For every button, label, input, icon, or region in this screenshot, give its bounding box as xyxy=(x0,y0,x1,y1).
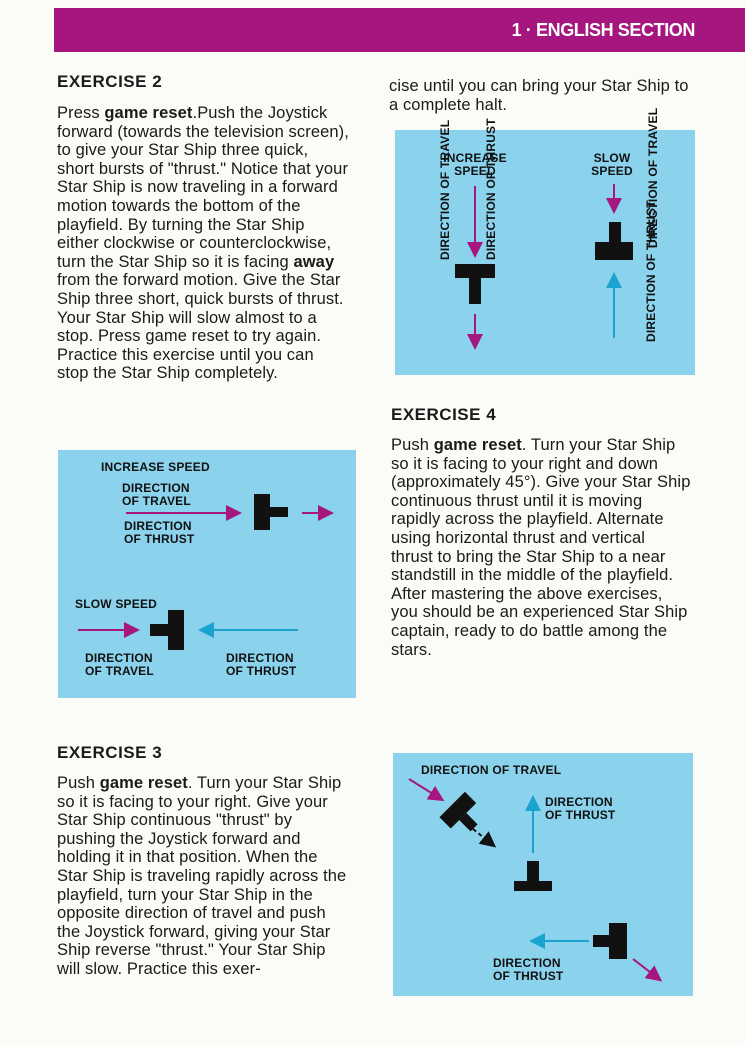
ship-icon xyxy=(593,923,627,959)
text-run: Push xyxy=(391,436,434,454)
diagram-exercise-3 xyxy=(395,107,695,375)
bold-game-reset: game reset xyxy=(104,104,193,122)
label-direction-of-thrust: DIRECTION OF THRUST xyxy=(644,200,658,342)
label-direction-of-thrust: DIRECTION OF THRUST xyxy=(124,519,195,546)
diagram-2-graphics xyxy=(395,130,695,375)
label-direction-of-travel: DIRECTION OF TRAVEL xyxy=(122,481,191,508)
text-run: from the forward motion. Give the Star Ship three short, quick bursts of thrust. Your Star Ship will slow almost to a stop. Press game reset to try again. Practice this exercise until you can stop the Star Ship completely. xyxy=(57,271,344,383)
label-direction-of-thrust: DIRECTION OF THRUST xyxy=(226,651,297,678)
section-header-bar xyxy=(54,8,745,52)
text-run: . Turn your Star Ship so it is facing to your right and down (approximately 45°). Give your Star Ship continuous thrust until it is moving rapidly across the playfield. Alternate using horizontal thrust and vertical thrust to bring the Star Ship to a near standstill in the middle of the playfield. After mastering the above exercises, you should be an experienced Star Ship captain, ready to do battle among the stars. xyxy=(391,436,691,659)
ship-icon xyxy=(439,792,487,840)
exercise-3-continued-text: cise until you can bring your Star Ship to a complete halt. xyxy=(389,77,689,114)
exercise-3-text xyxy=(57,774,349,979)
exercise-4-title: EXERCISE 4 xyxy=(391,405,497,424)
diagram-3-graphics xyxy=(393,753,693,996)
text-run: .Push the Joystick forward (towards the television screen), to give your Star Ship three quick, short bursts of "thrust." Notice that your Star Ship is now traveling in a forward motion towards the bottom of the playfield. By turning the Star Ship either clockwise or counterclockwise, turn the Star Ship so it is facing xyxy=(57,104,349,271)
bold-away: away xyxy=(293,252,335,271)
exercise-2-title: EXERCISE 2 xyxy=(57,72,163,91)
thrust-arrow xyxy=(473,829,493,845)
label-direction-of-travel: DIRECTION OF TRAVEL xyxy=(438,119,452,260)
ship-icon xyxy=(455,264,495,304)
label-increase-speed: INCREASE SPEED xyxy=(443,151,507,178)
text-run: Push xyxy=(57,774,100,792)
bold-game-reset: game reset xyxy=(433,436,522,454)
label-slow-speed: SLOW SPEED xyxy=(591,151,633,178)
label-direction-of-thrust: DIRECTION OF THRUST xyxy=(545,795,616,822)
label-increase-speed: INCREASE SPEED xyxy=(101,460,210,474)
diagram-exercise-2 xyxy=(58,450,356,698)
exercise-2 xyxy=(57,72,357,383)
label-direction-of-travel: DIRECTION OF TRAVEL xyxy=(646,107,660,248)
label-direction-of-thrust: DIRECTION OF THRUST xyxy=(493,956,564,983)
exercise-3-title: EXERCISE 3 xyxy=(57,743,163,762)
label-direction-of-thrust: DIRECTION OF THRUST xyxy=(484,118,498,260)
exercise-2-text xyxy=(57,104,349,383)
text-run: Press xyxy=(57,104,105,122)
travel-arrow xyxy=(633,959,659,979)
ship-icon xyxy=(254,494,288,530)
ship-icon xyxy=(150,610,184,650)
exercise-3 xyxy=(57,743,357,979)
diagram-exercise-4 xyxy=(393,753,693,996)
label-slow-speed: SLOW SPEED xyxy=(75,597,158,611)
travel-arrow xyxy=(409,779,441,799)
exercise-4-text xyxy=(391,436,691,659)
section-title: 1 · ENGLISH SECTION xyxy=(511,20,695,40)
ship-icon xyxy=(514,861,552,891)
label-direction-of-travel: DIRECTION OF TRAVEL xyxy=(85,651,154,678)
ship-icon xyxy=(595,222,633,260)
label-direction-of-travel: DIRECTION OF TRAVEL xyxy=(421,763,562,777)
diagram-1-graphics xyxy=(58,450,356,698)
text-run: . Turn your Star Ship so it is facing to your right. Give your Star Ship continuous "thrust" by pushing the Joystick forward and holding it in that position. When the Star Ship is traveling rapidly across the playfield, turn your Star Ship in the opposite direction of travel and push the Joystick forward, giving your Star Ship reverse "thrust." Your Star Ship will slow. Practice this exer- xyxy=(57,774,347,978)
exercise-4 xyxy=(391,405,701,659)
bold-game-reset: game reset xyxy=(99,774,188,792)
